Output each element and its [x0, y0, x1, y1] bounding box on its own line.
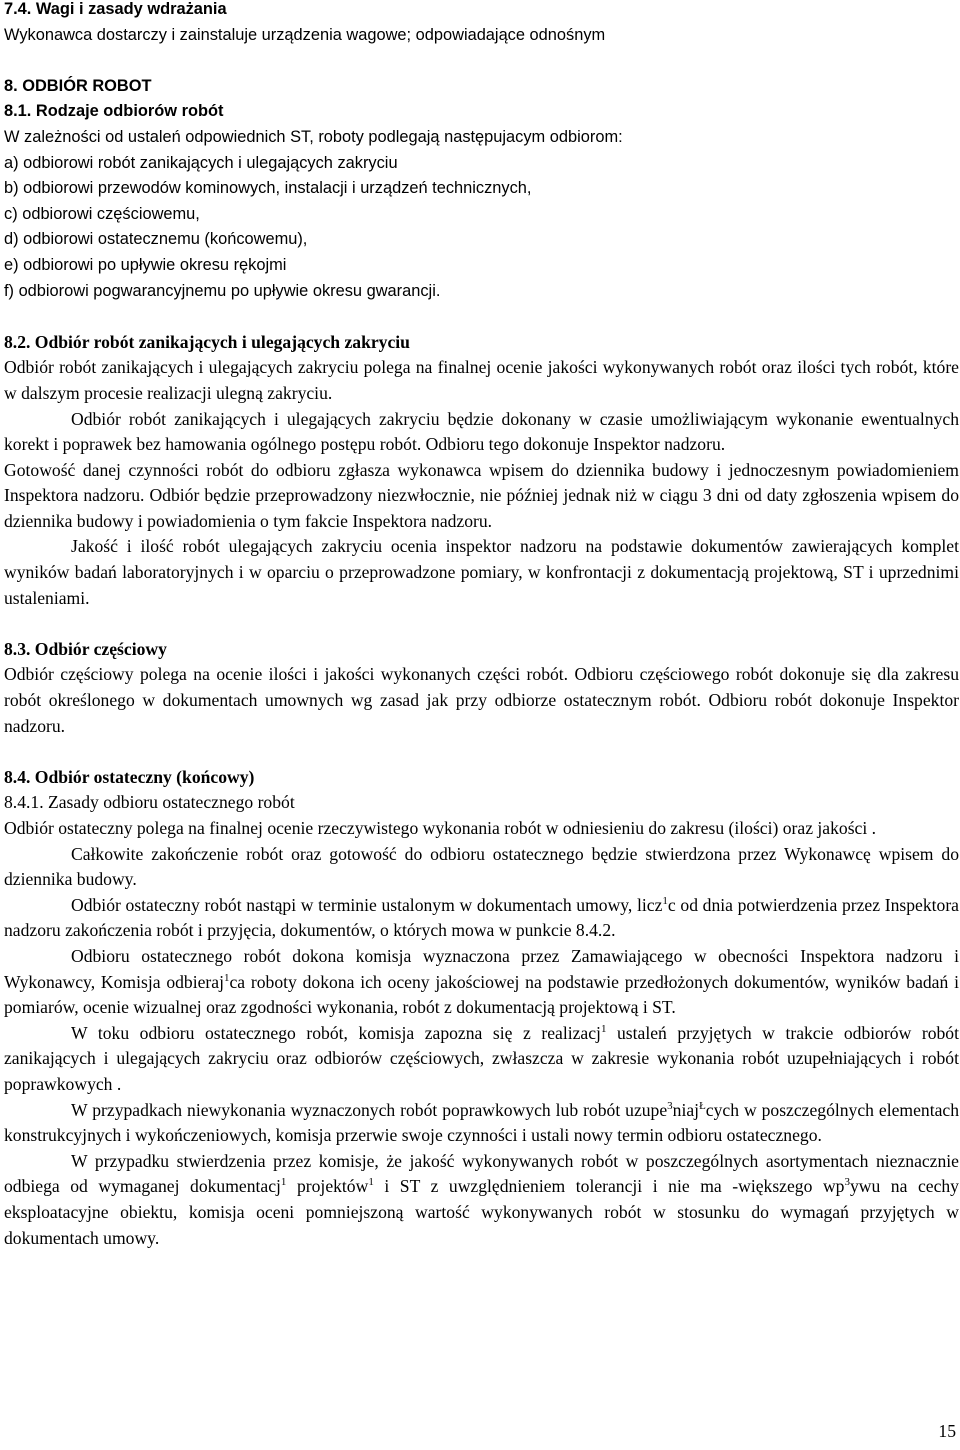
section-8-2-paragraph-1: Odbiór robót zanikających i ulegających zakryciu polega na finalnej ocenie jakości wykonywanych robót oraz ilości tych robót, które w dalszym procesie realizacji ulegną zakryciu.	[4, 357, 959, 403]
section-8-4-paragraph-5	[4, 1021, 959, 1098]
spacer	[4, 611, 959, 637]
superscript: Ł	[699, 1099, 706, 1112]
spacer	[4, 48, 959, 74]
superscript: 3	[667, 1099, 673, 1112]
list-item-c: c) odbiorowi częściowemu,	[4, 204, 200, 223]
section-8-4-paragraph-2: Całkowite zakończenie robót oraz gotowość do odbioru ostatecznego będzie stwierdzona przez Wykonawcę wpisem do dziennika budowy.	[4, 843, 959, 890]
text-run: W przypadkach niewykonania wyznaczonych robót poprawkowych lub robót uzupe	[71, 1099, 668, 1120]
section-8-4-paragraph-1: Odbiór ostateczny polega na finalnej ocenie rzeczywistego wykonania robót w odniesieniu do zakresu (ilości) oraz jakości .	[4, 818, 877, 838]
text-run: ywu na cechy eksploatacyjne obiektu, komisja oceni pomniejszoną wartość wykonywanych robót w stosunku do wymagań przyjętych w dokumentach umowy.	[4, 1176, 959, 1248]
section-8-2-paragraph-2: Odbiór robót zanikających i ulegających zakryciu będzie dokonany w czasie umożliwiającym wykonanie ewentualnych korekt i poprawek bez hamowania ogólnego postępu robót. Odbioru tego dokonuje Inspektor nadzoru.	[4, 408, 959, 455]
section-8-2-paragraph-4: Jakość i ilość robót ulegających zakryciu ocenia inspektor nadzoru na podstawie dokumentów zawierających komplet wyników badań laboratoryjnych i w oparciu o przeprowadzone pomiary, w konfrontacji z dokumentacją projektową, ST i uprzednimi ustaleniami.	[4, 536, 959, 608]
section-8-1-intro: W zależności od ustaleń odpowiednich ST, roboty podlegają następujacym odbiorom:	[4, 127, 623, 146]
superscript: 1	[600, 1022, 607, 1035]
list-item-d: d) odbiorowi ostatecznemu (końcowemu),	[4, 230, 308, 249]
text-run: Odbioru ostatecznego robót dokona komisja wyznaczona przez Zamawiającego w obecności Inspektora nadzoru i Wykonawcy, Komisja odbieraj	[4, 945, 959, 992]
superscript: 1	[368, 1176, 374, 1189]
text-run: c od dnia potwierdzenia przez Inspektora nadzoru zakończenia robót i przyjęcia, dokumentów, o których mowa w punkcie 8.4.2.	[4, 894, 959, 941]
list-item-f: f) odbiorowi pogwarancyjnemu po upływie okresu gwarancji.	[4, 281, 441, 300]
spacer	[4, 304, 959, 330]
section-8-4-1-heading: 8.4.1. Zasady odbioru ostatecznego robót	[4, 792, 295, 813]
page-number: 15	[938, 1421, 956, 1441]
list-item-b: b) odbiorowi przewodów kominowych, instalacji i urządzeń technicznych,	[4, 179, 532, 198]
section-7-4-text: Wykonawca dostarczy i zainstaluje urządzenia wagowe; odpowiadające odnośnym	[4, 25, 606, 44]
section-8-4-paragraph-4	[4, 944, 959, 1021]
section-8-heading: 8. ODBIÓR ROBOT	[4, 76, 152, 95]
superscript: 1	[223, 971, 230, 984]
list-item-a: a) odbiorowi robót zanikających i ulegających zakryciu	[4, 153, 398, 172]
text-run: ustaleń przyjętych w trakcie odbiorów robót zanikających i ulegających zakryciu oraz odbiorów częściowych, zwłaszcza w zakresie wykonania robót uzupełniających i robót poprawkowych .	[4, 1022, 959, 1094]
section-8-2-paragraph-3: Gotowość danej czynności robót do odbioru zgłasza wykonawca wpisem do dziennika budowy i jednoczesnym powiadomieniem Inspektora nadzoru. Odbiór będzie przeprowadzony niezwłocznie, nie później jednak niż w ciągu 3 dni od daty zgłoszenia wpisem do dziennika budowy i powiadomienia o tym fakcie Inspektora nadzoru.	[4, 459, 959, 531]
superscript: 1	[662, 894, 668, 907]
section-8-1-heading: 8.1. Rodzaje odbiorów robót	[4, 102, 224, 121]
text-run: niaj	[672, 1099, 700, 1120]
section-8-4-heading: 8.4. Odbiór ostateczny (końcowy)	[4, 766, 255, 787]
section-8-4-paragraph-7	[4, 1149, 959, 1251]
superscript: 3	[844, 1176, 850, 1189]
text-run: Odbiór ostateczny robót nastąpi w terminie ustalonym w dokumentach umowy, licz	[71, 894, 663, 915]
text-run: projektów	[286, 1176, 369, 1197]
section-8-4-paragraph-6	[4, 1098, 959, 1149]
text-run: i ST z uwzględnieniem tolerancji i nie ma -większego wp	[373, 1176, 845, 1197]
section-8-2-heading: 8.2. Odbiór robót zanikających i ulegających zakryciu	[4, 331, 410, 352]
list-item-e: e) odbiorowi po upływie okresu rękojmi	[4, 255, 287, 274]
spacer	[4, 739, 959, 765]
superscript: 1	[280, 1176, 287, 1189]
section-8-3-paragraph-1: Odbiór częściowy polega na ocenie ilości i jakości wykonanych części robót. Odbioru częściowego robót dokonuje się dla zakresu robót określonego w dokumentach umownych wg zasad jak przy odbiorze ostatecznym robót. Odbioru robót dokonuje Inspektor nadzoru.	[4, 664, 959, 736]
text-run: W przypadku stwierdzenia przez komisje, że jakość wykonywanych robót w poszczególnych asortymentach nieznacznie odbiega od wymaganej dokumentacj	[4, 1150, 959, 1197]
section-7-4-heading: 7.4. Wagi i zasady wdrażania	[4, 0, 227, 18]
section-8-3-heading: 8.3. Odbiór częściowy	[4, 638, 167, 659]
text-run: cych w poszczególnych elementach konstrukcyjnych i wykończeniowych, komisja przerwie swoje czynności i ustali nowy termin odbioru ostatecznego.	[4, 1099, 959, 1146]
text-run: W toku odbioru ostatecznego robót, komisja zapozna się z realizacj	[71, 1022, 601, 1043]
document-page	[4, 0, 959, 1251]
text-run: ca roboty dokona ich oceny jakościowej na podstawie przedłożonych dokumentów, wyników badań i pomiarów, ocenie wizualnej oraz zgodności wykonania, robót z dokumentacją projektową i ST.	[4, 971, 959, 1018]
section-8-4-paragraph-3	[4, 893, 959, 944]
